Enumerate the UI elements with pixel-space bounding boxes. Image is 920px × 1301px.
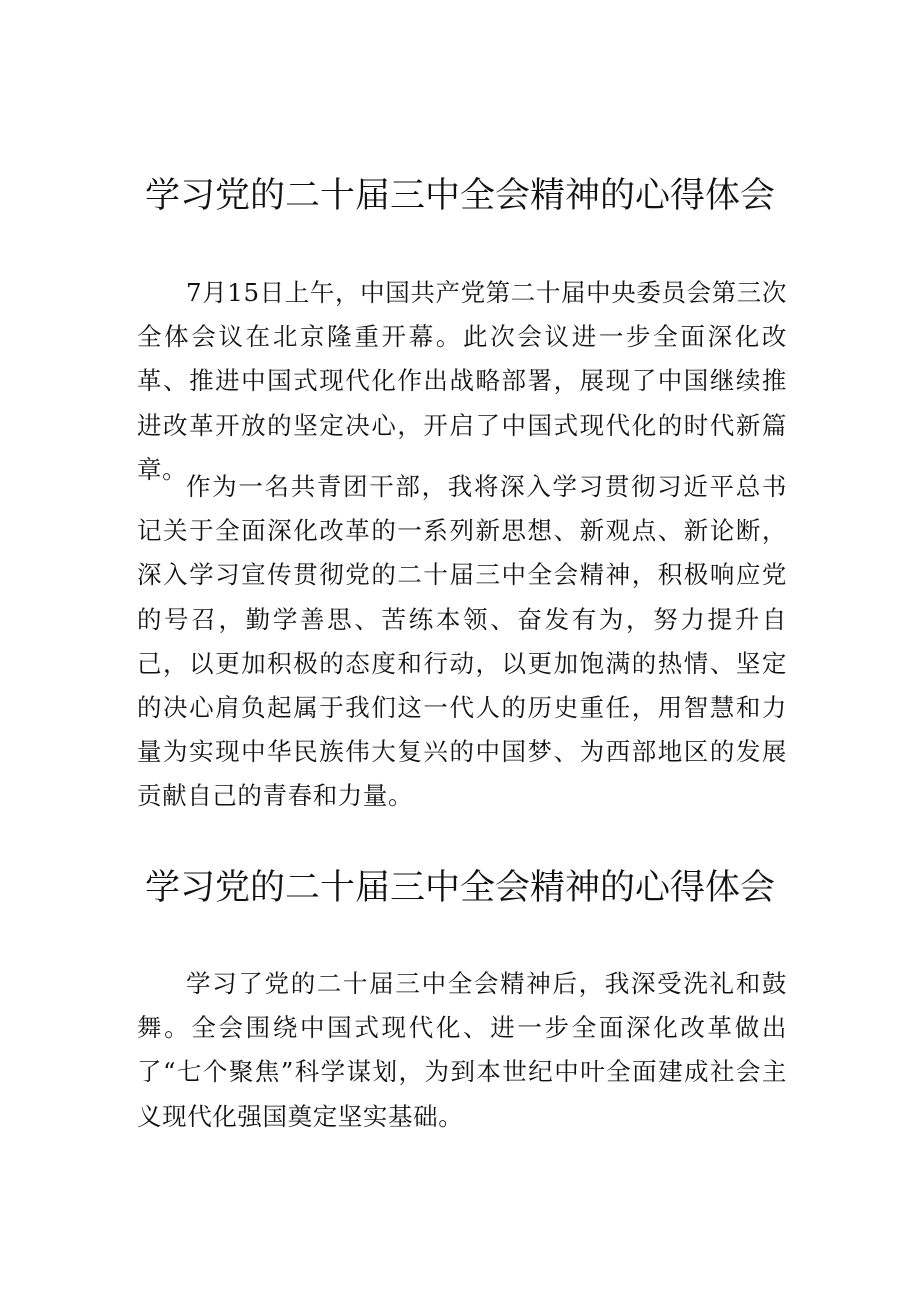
section-title: 学习党的二十届三中全会精神的心得体会	[145, 176, 776, 216]
body-paragraph: 作为一名共青团干部，我将深入学习贯彻习近平总书记关于全面深化改革的一系列新思想、新观点、新论断，深入学习宣传贯彻党的二十届三中全会精神，积极响应党的号召，勤学善思、苦练本领、奋发有为，努力提升自己，以更加积极的态度和行动，以更加饱满的热情、坚定的决心肩负起属于我们这一代人的历史重任，用智慧和力量为实现中华民族伟大复兴的中国梦、为西部地区的发展贡献自己的青春和力量。	[137, 472, 787, 811]
body-paragraph: 7月15日上午，中国共产党第二十届中央委员会第三次全体会议在北京隆重开幕。此次会议进一步全面深化改革、推进中国式现代化作出战略部署，展现了中国继续推进改革开放的坚定决心，开启了中国式现代化的时代新篇章。	[137, 278, 787, 484]
body-paragraph: 学习了党的二十届三中全会精神后，我深受洗礼和鼓舞。全会围绕中国式现代化、进一步全面深化改革做出了“七个聚焦”科学谋划，为到本世纪中叶全面建成社会主义现代化强国奠定坚实基础。	[137, 969, 787, 1131]
section-title: 学习党的二十届三中全会精神的心得体会	[145, 868, 776, 908]
